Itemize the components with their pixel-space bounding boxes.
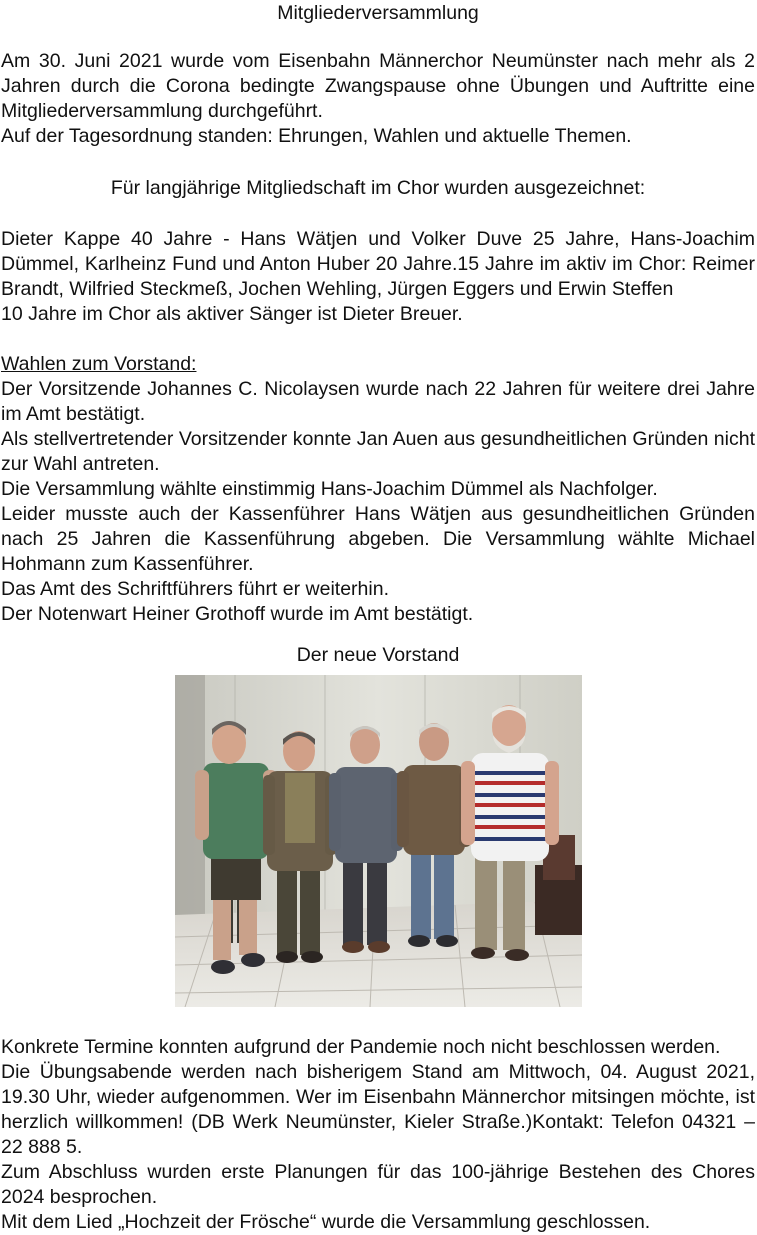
closing-rehearsals: Die Übungsabende werden nach bisherigem Stand am Mittwoch, 04. August 2021, 19.30 Uhr, wieder aufgenommen. Wer im Eisenbahn Männerchor mitsingen möchte, ist herzlich willkommen! (DB Werk Neumünster, Kieler Straße.)Kontakt: Telefon 04321 – 22 888 5. xyxy=(1,1061,755,1158)
election-chair: Der Vorsitzende Johannes C. Nicolaysen wurde nach 22 Jahren für weitere drei Jahre im Amt bestätigt. xyxy=(1,378,755,425)
election-secretary: Das Amt des Schriftführers führt er weiterhin. xyxy=(1,578,389,600)
election-deputy: Als stellvertretender Vorsitzender konnte Jan Auen aus gesundheitlichen Gründen nicht zur Wahl antreten. xyxy=(1,428,755,475)
election-music-librarian: Der Notenwart Heiner Grothoff wurde im Amt bestätigt. xyxy=(1,603,474,625)
document-title: Mitgliederversammlung xyxy=(277,2,479,24)
elections-heading: Wahlen zum Vorstand: xyxy=(1,353,197,375)
honors-paragraph: Dieter Kappe 40 Jahre - Hans Wätjen und Volker Duve 25 Jahre, Hans-Joachim Dümmel, Karlheinz Fund und Anton Huber 20 Jahre.15 Jahre im aktiv im Chor: Reimer Brandt, Wilfried Steckmeß, Jochen Wehling, Jürgen Eggers und Erwin Steffen xyxy=(1,228,755,300)
closing-anniversary: Zum Abschluss wurden erste Planungen für das 100-jährige Bestehen des Chores 2024 besprochen. xyxy=(1,1161,755,1208)
closing-song: Mit dem Lied „Hochzeit der Frösche“ wurde die Versammlung geschlossen. xyxy=(1,1211,651,1233)
election-deputy-successor: Die Versammlung wählte einstimmig Hans-Joachim Dümmel als Nachfolger. xyxy=(1,478,658,500)
honors-heading: Für langjährige Mitgliedschaft im Chor wurden ausgezeichnet: xyxy=(110,177,646,199)
intro-paragraph: Am 30. Juni 2021 wurde vom Eisenbahn Männerchor Neumünster nach mehr als 2 Jahren durch die Corona bedingte Zwangspause ohne Übungen und Auftritte eine Mitgliederversammlung durchgeführt. xyxy=(1,50,755,122)
honors-paragraph-2: 10 Jahre im Chor als aktiver Sänger ist Dieter Breuer. xyxy=(1,303,463,325)
photo-caption: Der neue Vorstand xyxy=(296,644,460,666)
election-treasurer: Leider musste auch der Kassenführer Hans Wätjen aus gesundheitlichen Gründen nach 25 Jahren die Kassenführung abgeben. Die Versammlung wählte Michael Hohmann zum Kassenführer. xyxy=(1,503,755,575)
closing-dates: Konkrete Termine konnten aufgrund der Pandemie noch nicht beschlossen werden. xyxy=(1,1036,721,1058)
board-photo xyxy=(175,675,582,1007)
agenda-line: Auf der Tagesordnung standen: Ehrungen, Wahlen und aktuelle Themen. xyxy=(1,125,632,147)
